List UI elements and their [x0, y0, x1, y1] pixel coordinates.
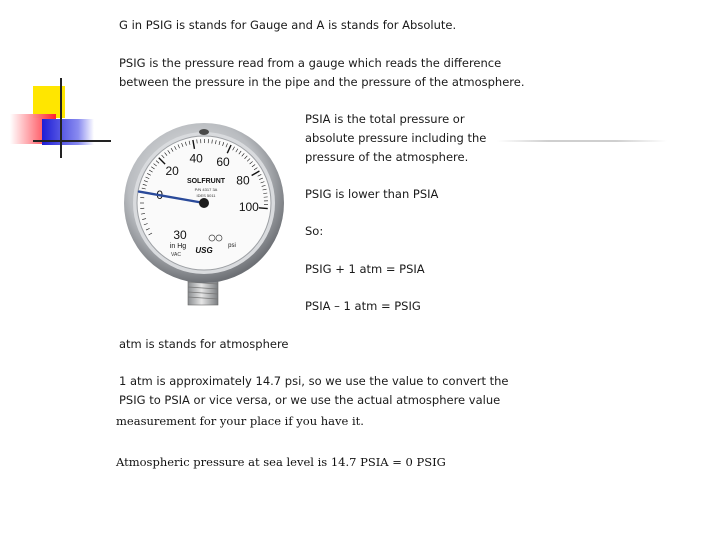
gauge-fine-print-1: P/N 4317 3A — [194, 187, 218, 192]
atm-note: atm is stands for atmosphere — [119, 337, 289, 351]
gauge-label-60: 60 — [216, 155, 230, 170]
pressure-gauge-image — [118, 113, 290, 313]
gauge-label-80: 80 — [236, 173, 250, 188]
gauge-needle-hub — [199, 198, 209, 208]
ornament-horizontal-line — [33, 140, 111, 142]
sea-level-fact: Atmospheric pressure at sea level is 14.7 PSIA = 0 PSIG — [116, 455, 446, 469]
faded-divider — [497, 140, 667, 142]
psig-definition-line-2: between the pressure in the pipe and the pressure of the atmosphere. — [119, 75, 525, 89]
psia-definition-line-2: absolute pressure including the — [305, 131, 487, 145]
psia-definition-line-1: PSIA is the total pressure or — [305, 112, 465, 126]
comparison-text: PSIG is lower than PSIA — [305, 187, 439, 201]
intro-text: G in PSIG is stands for Gauge and A is stands for Absolute. — [119, 18, 457, 32]
conversion-line-2: PSIG to PSIA or vice versa, or we use the actual atmosphere value — [119, 393, 501, 407]
ornament-vertical-line — [60, 78, 62, 158]
conversion-line-3: measurement for your place if you have it. — [116, 414, 364, 428]
gauge-label-100: 100 — [238, 199, 259, 214]
psia-definition-line-3: pressure of the atmosphere. — [305, 150, 469, 164]
gauge-tick — [259, 208, 268, 209]
equation-psia-to-psig: PSIA – 1 atm = PSIG — [305, 299, 421, 313]
gauge-unit-vacuum: in Hg — [169, 243, 187, 250]
conversion-line-1: 1 atm is approximately 14.7 psi, so we use the value to convert the — [119, 374, 509, 388]
gauge-fine-print-2: IDES 5011 — [196, 193, 216, 198]
gauge-label-40: 40 — [189, 151, 203, 166]
gauge-vent-plug — [199, 129, 209, 135]
gauge-maker-logo: USG — [195, 246, 213, 255]
gauge-unit-vacuum-sub: VAC — [171, 252, 181, 258]
gauge-label-vacuum-30: 30 — [173, 228, 187, 242]
gauge-unit-psi: psi — [228, 243, 236, 249]
psig-definition-line-1: PSIG is the pressure read from a gauge which reads the difference — [119, 56, 502, 70]
equation-psig-to-psia: PSIG + 1 atm = PSIA — [305, 262, 425, 276]
gauge-label-20: 20 — [165, 164, 179, 179]
gauge-brand: SOLFRUNT — [186, 178, 226, 185]
so-label: So: — [305, 224, 324, 238]
